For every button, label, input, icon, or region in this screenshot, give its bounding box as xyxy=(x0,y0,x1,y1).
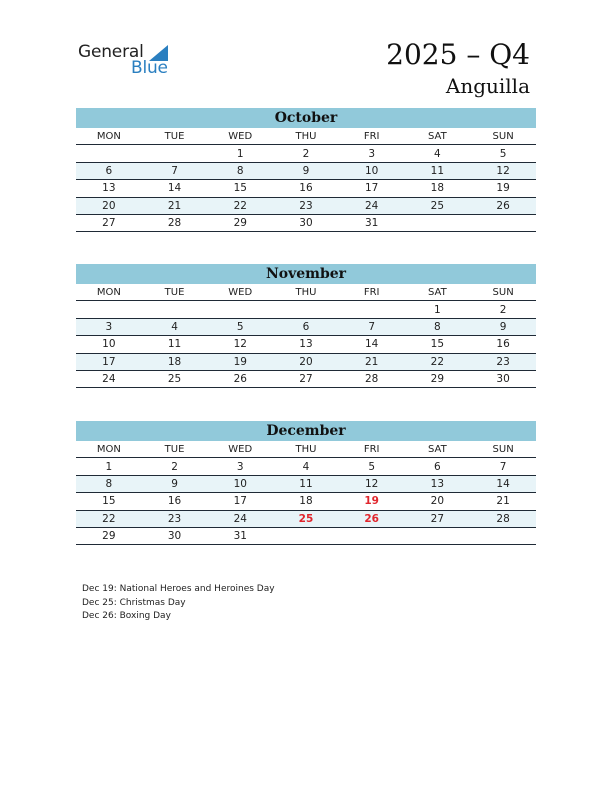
day-cell: 13 xyxy=(76,180,142,197)
day-cell: 15 xyxy=(405,336,471,353)
day-cell: 1 xyxy=(207,145,273,162)
weekday-label: THU xyxy=(273,128,339,145)
day-cell: 4 xyxy=(142,318,208,335)
day-cell: 14 xyxy=(339,336,405,353)
holiday-note: Dec 26: Boxing Day xyxy=(82,611,171,621)
day-cell: 19 xyxy=(339,493,405,510)
day-cell: 9 xyxy=(273,162,339,179)
day-cell: 27 xyxy=(76,214,142,231)
month-october xyxy=(76,108,536,232)
day-cell: 25 xyxy=(405,197,471,214)
month-grid xyxy=(76,284,536,388)
day-cell: 1 xyxy=(76,458,142,475)
weekday-label: THU xyxy=(273,441,339,458)
day-cell: 15 xyxy=(76,493,142,510)
weekday-label: FRI xyxy=(339,441,405,458)
day-cell: 16 xyxy=(470,336,536,353)
day-cell: 14 xyxy=(142,180,208,197)
week-row xyxy=(76,145,536,162)
day-cell: 17 xyxy=(76,353,142,370)
day-cell: 6 xyxy=(273,318,339,335)
day-cell: 8 xyxy=(405,318,471,335)
weekday-label: SAT xyxy=(405,128,471,145)
weekday-label: SUN xyxy=(470,441,536,458)
week-row xyxy=(76,162,536,179)
weekday-label: MON xyxy=(76,128,142,145)
day-cell xyxy=(470,214,536,231)
week-row xyxy=(76,493,536,510)
day-cell: 21 xyxy=(470,493,536,510)
day-cell: 10 xyxy=(339,162,405,179)
day-cell: 2 xyxy=(273,145,339,162)
weekday-label: TUE xyxy=(142,128,208,145)
week-row xyxy=(76,336,536,353)
day-cell: 3 xyxy=(339,145,405,162)
day-cell: 26 xyxy=(470,197,536,214)
weekday-label: SUN xyxy=(470,284,536,301)
day-cell: 1 xyxy=(405,301,471,318)
month-november xyxy=(76,264,536,388)
day-cell: 3 xyxy=(76,318,142,335)
day-cell: 28 xyxy=(339,370,405,387)
day-cell: 21 xyxy=(339,353,405,370)
day-cell: 7 xyxy=(142,162,208,179)
holiday-notes xyxy=(82,583,275,624)
day-cell: 14 xyxy=(470,475,536,492)
day-cell: 7 xyxy=(339,318,405,335)
day-cell: 3 xyxy=(207,458,273,475)
weekday-label: THU xyxy=(273,284,339,301)
holiday-note: Dec 19: National Heroes and Heroines Day xyxy=(82,584,275,594)
weekday-label: SUN xyxy=(470,128,536,145)
day-cell: 20 xyxy=(76,197,142,214)
week-row xyxy=(76,180,536,197)
day-cell: 28 xyxy=(470,510,536,527)
day-cell: 16 xyxy=(142,493,208,510)
day-cell: 11 xyxy=(405,162,471,179)
logo-text-general: General xyxy=(78,42,144,62)
month-grid xyxy=(76,441,536,545)
week-row xyxy=(76,318,536,335)
month-grid xyxy=(76,128,536,232)
weekday-header-row xyxy=(76,284,536,301)
day-cell: 10 xyxy=(76,336,142,353)
day-cell: 18 xyxy=(405,180,471,197)
day-cell xyxy=(142,301,208,318)
day-cell: 27 xyxy=(273,370,339,387)
week-row xyxy=(76,458,536,475)
day-cell xyxy=(339,527,405,544)
day-cell: 2 xyxy=(470,301,536,318)
day-cell: 19 xyxy=(207,353,273,370)
day-cell: 13 xyxy=(273,336,339,353)
day-cell: 29 xyxy=(76,527,142,544)
day-cell: 21 xyxy=(142,197,208,214)
day-cell: 25 xyxy=(273,510,339,527)
day-cell: 12 xyxy=(207,336,273,353)
day-cell xyxy=(273,527,339,544)
logo-text-blue: Blue xyxy=(131,58,168,78)
day-cell: 22 xyxy=(405,353,471,370)
day-cell: 29 xyxy=(207,214,273,231)
week-row xyxy=(76,301,536,318)
day-cell: 12 xyxy=(339,475,405,492)
day-cell xyxy=(76,301,142,318)
weekday-label: MON xyxy=(76,284,142,301)
day-cell xyxy=(405,527,471,544)
day-cell xyxy=(76,145,142,162)
page-title: 2025 – Q4 xyxy=(386,38,530,71)
month-december xyxy=(76,421,536,545)
day-cell: 23 xyxy=(470,353,536,370)
day-cell: 30 xyxy=(142,527,208,544)
page-subtitle: Anguilla xyxy=(445,74,530,98)
day-cell: 24 xyxy=(76,370,142,387)
day-cell: 29 xyxy=(405,370,471,387)
day-cell: 20 xyxy=(273,353,339,370)
day-cell: 5 xyxy=(470,145,536,162)
day-cell: 31 xyxy=(207,527,273,544)
day-cell: 4 xyxy=(273,458,339,475)
day-cell: 17 xyxy=(207,493,273,510)
weekday-label: MON xyxy=(76,441,142,458)
day-cell: 10 xyxy=(207,475,273,492)
day-cell: 11 xyxy=(142,336,208,353)
day-cell xyxy=(207,301,273,318)
month-title: October xyxy=(76,108,536,128)
day-cell: 23 xyxy=(142,510,208,527)
day-cell: 6 xyxy=(405,458,471,475)
weekday-label: FRI xyxy=(339,128,405,145)
day-cell: 9 xyxy=(142,475,208,492)
day-cell: 9 xyxy=(470,318,536,335)
day-cell: 4 xyxy=(405,145,471,162)
day-cell: 17 xyxy=(339,180,405,197)
day-cell: 18 xyxy=(142,353,208,370)
day-cell xyxy=(142,145,208,162)
day-cell: 26 xyxy=(339,510,405,527)
day-cell: 22 xyxy=(207,197,273,214)
day-cell: 16 xyxy=(273,180,339,197)
day-cell: 7 xyxy=(470,458,536,475)
weekday-label: TUE xyxy=(142,441,208,458)
day-cell: 11 xyxy=(273,475,339,492)
day-cell: 5 xyxy=(207,318,273,335)
day-cell xyxy=(273,301,339,318)
day-cell: 19 xyxy=(470,180,536,197)
week-row xyxy=(76,527,536,544)
day-cell: 22 xyxy=(76,510,142,527)
day-cell: 25 xyxy=(142,370,208,387)
day-cell: 31 xyxy=(339,214,405,231)
week-row xyxy=(76,197,536,214)
day-cell: 8 xyxy=(76,475,142,492)
day-cell: 26 xyxy=(207,370,273,387)
day-cell xyxy=(405,214,471,231)
day-cell: 23 xyxy=(273,197,339,214)
day-cell xyxy=(339,301,405,318)
month-title: November xyxy=(76,264,536,284)
month-title: December xyxy=(76,421,536,441)
day-cell xyxy=(470,527,536,544)
day-cell: 27 xyxy=(405,510,471,527)
day-cell: 15 xyxy=(207,180,273,197)
day-cell: 12 xyxy=(470,162,536,179)
week-row xyxy=(76,353,536,370)
day-cell: 30 xyxy=(273,214,339,231)
day-cell: 2 xyxy=(142,458,208,475)
day-cell: 13 xyxy=(405,475,471,492)
week-row xyxy=(76,510,536,527)
weekday-label: WED xyxy=(207,441,273,458)
weekday-label: SAT xyxy=(405,441,471,458)
day-cell: 18 xyxy=(273,493,339,510)
weekday-header-row xyxy=(76,441,536,458)
weekday-header-row xyxy=(76,128,536,145)
day-cell: 6 xyxy=(76,162,142,179)
week-row xyxy=(76,370,536,387)
week-row xyxy=(76,214,536,231)
weekday-label: TUE xyxy=(142,284,208,301)
day-cell: 8 xyxy=(207,162,273,179)
day-cell: 28 xyxy=(142,214,208,231)
day-cell: 5 xyxy=(339,458,405,475)
day-cell: 20 xyxy=(405,493,471,510)
weekday-label: SAT xyxy=(405,284,471,301)
holiday-note: Dec 25: Christmas Day xyxy=(82,597,186,608)
generalblue-logo xyxy=(78,42,168,78)
weekday-label: WED xyxy=(207,128,273,145)
day-cell: 24 xyxy=(207,510,273,527)
day-cell: 24 xyxy=(339,197,405,214)
weekday-label: WED xyxy=(207,284,273,301)
weekday-label: FRI xyxy=(339,284,405,301)
day-cell: 30 xyxy=(470,370,536,387)
week-row xyxy=(76,475,536,492)
